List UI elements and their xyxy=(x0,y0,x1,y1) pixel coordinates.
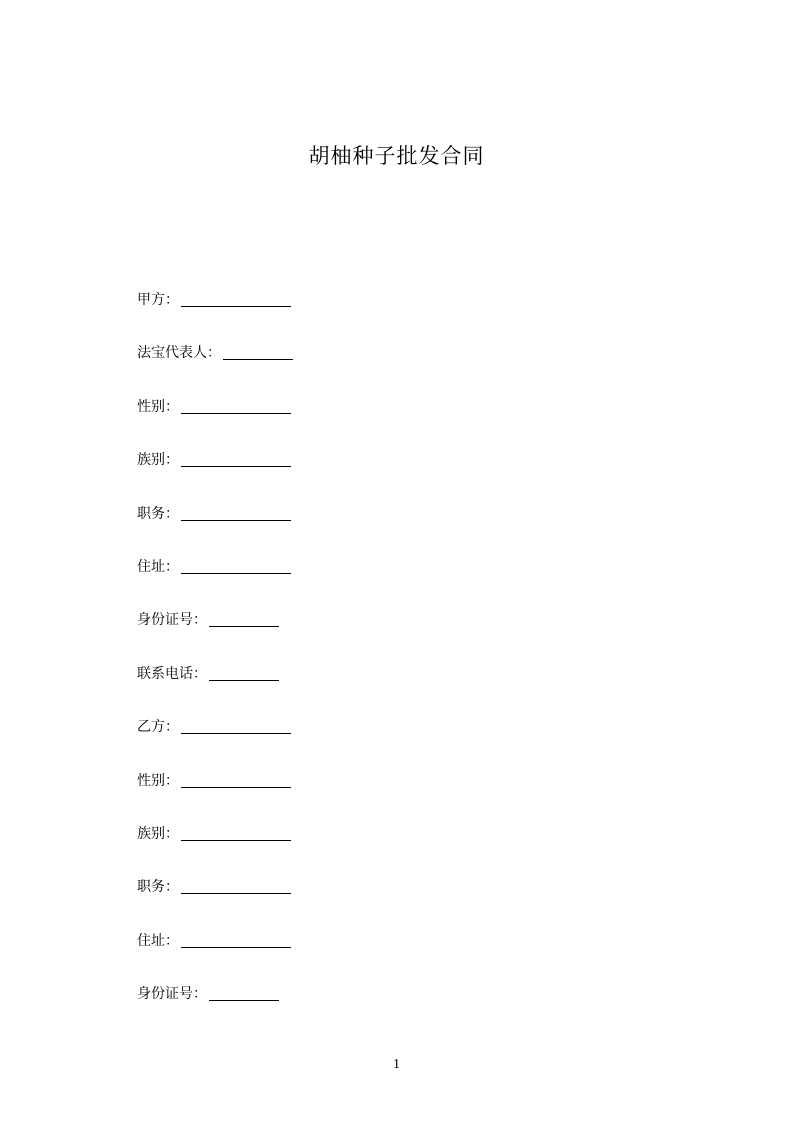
fill-in-blank xyxy=(181,875,291,894)
fill-in-blank xyxy=(223,341,293,360)
fill-in-blank xyxy=(181,395,291,414)
field-position-b xyxy=(137,875,657,928)
field-label: 住址： xyxy=(137,558,179,575)
field-label: 身份证号： xyxy=(137,986,207,1003)
field-phone xyxy=(137,662,657,715)
fill-in-blank xyxy=(181,822,291,841)
field-label: 职务： xyxy=(137,505,179,522)
field-gender-b xyxy=(137,769,657,822)
field-label: 法宝代表人： xyxy=(137,345,221,362)
fill-in-blank xyxy=(181,929,291,948)
fill-in-blank xyxy=(181,448,291,467)
field-label: 联系电话： xyxy=(137,665,207,682)
fill-in-blank xyxy=(181,288,291,307)
field-label: 性别： xyxy=(137,772,179,789)
field-label: 甲方： xyxy=(137,292,179,308)
field-ethnicity xyxy=(137,448,657,501)
field-label: 性别： xyxy=(137,398,179,415)
field-label: 身份证号： xyxy=(137,612,207,629)
fill-in-blank xyxy=(209,662,279,681)
field-id-number-b xyxy=(137,982,657,1035)
field-ethnicity-b xyxy=(137,822,657,875)
fill-in-blank xyxy=(209,982,279,1001)
field-legal-representative xyxy=(137,341,657,394)
field-label: 职务： xyxy=(137,879,179,896)
fill-in-blank xyxy=(209,608,279,627)
field-address xyxy=(137,555,657,608)
field-label: 族别： xyxy=(137,825,179,842)
fill-in-blank xyxy=(181,502,291,521)
field-gender xyxy=(137,395,657,448)
field-label: 族别： xyxy=(137,452,179,469)
field-position xyxy=(137,502,657,555)
page-number: 1 xyxy=(393,1057,400,1072)
field-party-a xyxy=(137,288,657,341)
fill-in-blank xyxy=(181,715,291,734)
fill-in-blank xyxy=(181,555,291,574)
party-info-fields xyxy=(137,288,657,1035)
field-id-number xyxy=(137,608,657,661)
field-party-b xyxy=(137,715,657,768)
field-label: 乙方： xyxy=(137,719,179,736)
field-label: 住址： xyxy=(137,932,179,949)
document-title: 胡柚种子批发合同 xyxy=(308,144,485,168)
fill-in-blank xyxy=(181,769,291,788)
field-address-b xyxy=(137,929,657,982)
